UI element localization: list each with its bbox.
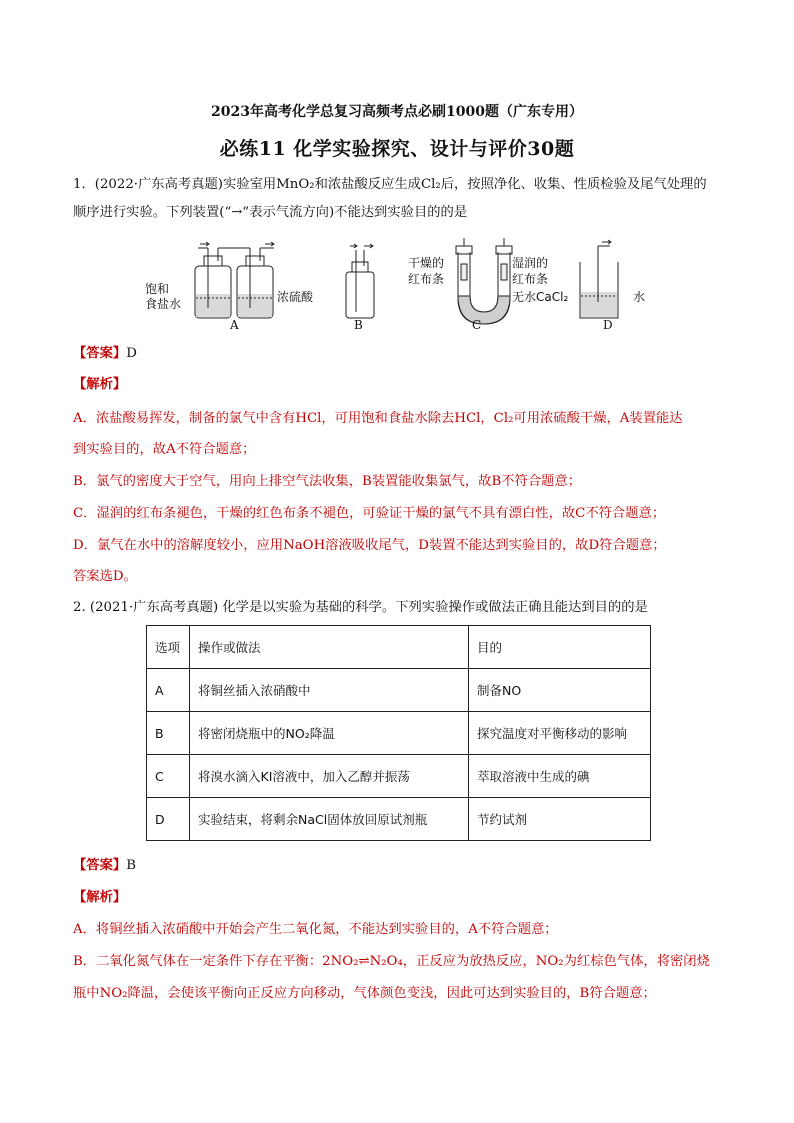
label-a-saturated: 饱和 — [145, 282, 170, 296]
q1-answer — [73, 345, 137, 363]
q2-answer — [73, 857, 136, 875]
table-header-row — [147, 626, 651, 669]
table-header-cell: 选项 — [147, 626, 190, 669]
table-row — [147, 669, 651, 712]
q1-analysis-line: D．氯气在水中的溶解度较小，应用NaOH溶液吸收尾气，D装置不能达到实验目的，故D符合题意； — [73, 538, 666, 553]
table-row — [147, 712, 651, 755]
q2-analysis-tag: 【解析】 — [73, 890, 127, 905]
caption-a: A — [230, 318, 239, 332]
q1-stem-line2: 顺序进行实验。下列装置(“→”表示气流方向)不能达到实验目的的是 — [73, 205, 468, 220]
q1-analysis-line: 答案选D。 — [73, 569, 137, 584]
table-cell: 实验结束，将剩余NaCl固体放回原试剂瓶 — [190, 798, 469, 841]
table-cell: 将铜丝插入浓硝酸中 — [190, 669, 469, 712]
label-c-dry: 干燥的 — [408, 256, 445, 270]
q1-analysis-tag: 【解析】 — [73, 377, 127, 392]
label-c-red-cloth-right: 红布条 — [512, 272, 549, 286]
q1-apparatus-figure — [140, 236, 660, 336]
table-cell: 萃取溶液中生成的碘 — [469, 755, 651, 798]
label-c-cacl2: 无水CaCl₂ — [512, 290, 569, 304]
table-cell: B — [147, 712, 190, 755]
q1-analysis-line: A．浓盐酸易挥发，制备的氯气中含有HCl，可用饱和食盐水除去HCl，Cl₂可用浓硫酸干燥，A装置能达 — [73, 411, 683, 426]
table-cell: 探究温度对平衡移动的影响 — [469, 712, 651, 755]
table-cell: 节约试剂 — [469, 798, 651, 841]
q2-analysis-line: A．将铜丝插入浓硝酸中开始会产生二氧化氮，不能达到实验目的，A不符合题意； — [73, 922, 558, 937]
apparatus-a-wash-bottles — [195, 242, 274, 318]
q1-analysis-line: C．湿润的红布条褪色，干燥的红色布条不褪色，可验证干燥的氯气不具有漂白性，故C不符合题意； — [73, 506, 666, 521]
table-row — [147, 798, 651, 841]
answer-tag: 【答案】 — [73, 858, 127, 873]
table-cell: C — [147, 755, 190, 798]
table-header-cell: 目的 — [469, 626, 651, 669]
table-cell: A — [147, 669, 190, 712]
caption-c: C — [472, 318, 482, 332]
caption-d: D — [603, 318, 613, 332]
q1-analysis-line: 到实验目的，故A不符合题意； — [73, 442, 256, 457]
label-a-brine: 食盐水 — [145, 297, 182, 311]
table-row — [147, 755, 651, 798]
apparatus-b-collection-bottle — [346, 244, 374, 318]
answer-value: B — [126, 858, 136, 873]
q1-stem-line1: 1．(2022·广东高考真题)实验室用MnO₂和浓盐酸反应生成Cl₂后，按照净化、收集、性质检验及尾气处理的 — [73, 177, 707, 192]
q1-analysis-line: B．氯气的密度大于空气，用向上排空气法收集，B装置能收集氯气，故B不符合题意； — [73, 474, 582, 489]
table-cell: 将溴水滴入KI溶液中，加入乙醇并振荡 — [190, 755, 469, 798]
table-header-cell: 操作或做法 — [190, 626, 469, 669]
apparatus-c-u-tube — [456, 238, 512, 324]
answer-tag: 【答案】 — [73, 346, 127, 361]
table-cell: 制备NO — [469, 669, 651, 712]
q2-options-table — [146, 625, 651, 841]
label-c-wet: 湿润的 — [512, 256, 549, 270]
document-header-title: 2023年高考化学总复习高频考点必刷1000题（广东专用） — [211, 104, 583, 120]
document-main-title: 必练11 化学实验探究、设计与评价30题 — [219, 138, 575, 160]
label-c-red-cloth-left: 红布条 — [408, 272, 445, 286]
caption-b: B — [354, 318, 363, 332]
answer-value: D — [126, 346, 137, 361]
apparatus-d-beaker — [580, 240, 618, 318]
table-cell: 将密闭烧瓶中的NO₂降温 — [190, 712, 469, 755]
q2-stem: 2. (2021·广东高考真题) 化学是以实验为基础的科学。下列实验操作或做法正确且能达到目的的是 — [73, 600, 648, 615]
label-d-water: 水 — [633, 290, 646, 304]
q2-analysis-line: B．二氧化氮气体在一定条件下存在平衡：2NO₂⇌N₂O₄，正反应为放热反应，NO₂为红棕色气体，将密闭烧 — [73, 954, 710, 969]
q2-analysis-line: 瓶中NO₂降温，会使该平衡向正反应方向移动，气体颜色变浅，因此可达到实验目的，B符合题意； — [73, 986, 656, 1001]
label-a-sulfuric-acid: 浓硫酸 — [277, 290, 314, 304]
table-cell: D — [147, 798, 190, 841]
